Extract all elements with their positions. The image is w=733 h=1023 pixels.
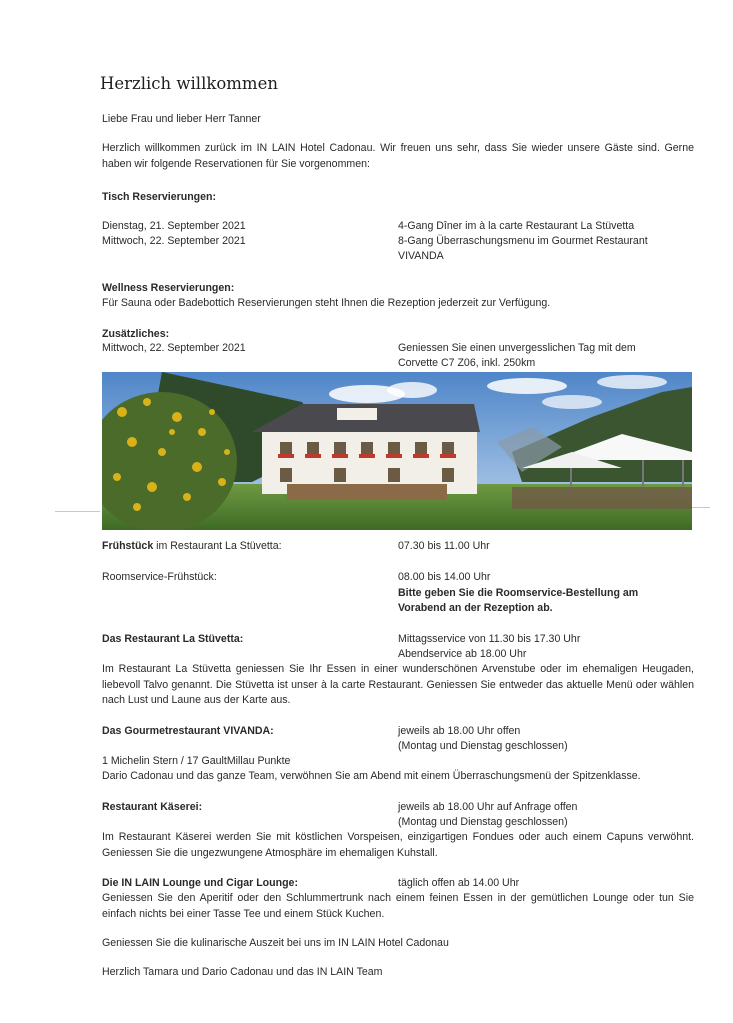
hotel-photo bbox=[102, 372, 692, 530]
extras-date: Mittwoch, 22. September 2021 bbox=[102, 342, 246, 354]
vivanda-closed-days: (Montag und Dienstag geschlossen) bbox=[398, 740, 568, 752]
reservation-detail: 4-Gang Dîner im à la carte Restaurant La Stüvetta bbox=[398, 220, 635, 232]
roomservice-time: 08.00 bis 14.00 Uhr bbox=[398, 571, 491, 583]
breakfast-label-rest: im Restaurant La Stüvetta: bbox=[153, 540, 282, 552]
wellness-heading: Wellness Reservierungen: bbox=[102, 282, 235, 294]
roomservice-label: Roomservice-Frühstück: bbox=[102, 571, 217, 583]
breakfast-label bbox=[102, 539, 282, 555]
vivanda-text: Dario Cadonau und das ganze Team, verwöhnen Sie am Abend mit einem Überraschungsmenü der Spitzenklasse. bbox=[102, 770, 641, 782]
breakfast-time: 07.30 bis 11.00 Uhr bbox=[398, 540, 490, 552]
greeting: Liebe Frau und lieber Herr Tanner bbox=[102, 113, 261, 125]
reservation-detail: 8-Gang Überraschungsmenu im Gourmet Restaurant bbox=[398, 235, 648, 247]
reservation-date: Dienstag, 21. September 2021 bbox=[102, 220, 246, 232]
kaeserei-hours: jeweils ab 18.00 Uhr auf Anfrage offen bbox=[398, 801, 578, 813]
table-reservations-heading: Tisch Reservierungen: bbox=[102, 191, 217, 203]
closing-line: Geniessen Sie die kulinarische Auszeit bei uns im IN LAIN Hotel Cadonau bbox=[102, 937, 449, 949]
reservation-date: Mittwoch, 22. September 2021 bbox=[102, 235, 246, 247]
extras-detail-line1: Geniessen Sie einen unvergesslichen Tag mit dem bbox=[398, 342, 636, 354]
lounge-text: Geniessen Sie den Aperitif oder den Schlummertrunk nach einem feinen Essen in der gemütlichen Lounge oder tun Sie einfach nichts bei einer Tasse Tee und einem Stück Kuchen. bbox=[102, 892, 694, 920]
divider bbox=[692, 507, 710, 508]
wellness-text: Für Sauna oder Badebottich Reservierungen steht Ihnen die Rezeption jederzeit zur Verfügung. bbox=[102, 297, 551, 309]
stuevetta-hours-lunch: Mittagsservice von 11.30 bis 17.30 Uhr bbox=[398, 633, 581, 645]
reservation-detail-continued: VIVANDA bbox=[398, 250, 444, 262]
kaeserei-closed-days: (Montag und Dienstag geschlossen) bbox=[398, 816, 568, 828]
vivanda-hours: jeweils ab 18.00 Uhr offen bbox=[398, 725, 521, 737]
signature-line: Herzlich Tamara und Dario Cadonau und das IN LAIN Team bbox=[102, 966, 383, 978]
stuevetta-text: Im Restaurant La Stüvetta geniessen Sie Ihr Essen in einer wunderschönen Arvenstube oder im ehemaligen Heugaden, liebevoll Talvo genannt. Die Stüvetta ist unser à la carte Restaurant. Geniessen Sie entweder das aktuelle Menü oder wählen nach Lust und Laune aus der Karte aus. bbox=[102, 663, 694, 706]
extras-heading: Zusätzliches: bbox=[102, 328, 170, 340]
extras-detail-line2: Corvette C7 Z06, inkl. 250km bbox=[398, 357, 536, 369]
vivanda-rating: 1 Michelin Stern / 17 GaultMillau Punkte bbox=[102, 755, 291, 767]
stuevetta-hours-dinner: Abendservice ab 18.00 Uhr bbox=[398, 648, 527, 660]
divider bbox=[55, 511, 100, 512]
letter-title: Herzlich willkommen bbox=[100, 74, 278, 93]
lounge-hours: täglich offen ab 14.00 Uhr bbox=[398, 877, 520, 889]
vivanda-heading: Das Gourmetrestaurant VIVANDA: bbox=[102, 725, 274, 737]
intro-paragraph: Herzlich willkommen zurück im IN LAIN Hotel Cadonau. Wir freuen uns sehr, dass Sie wieder unsere Gäste sind. Gerne haben wir folgende Reservationen für Sie vorgenommen: bbox=[102, 142, 694, 170]
kaeserei-heading: Restaurant Käserei: bbox=[102, 801, 203, 813]
stuevetta-heading: Das Restaurant La Stüvetta: bbox=[102, 633, 244, 645]
kaeserei-text: Im Restaurant Käserei werden Sie mit köstlichen Vorspeisen, einzigartigen Fondues oder auch einem Capuns verwöhnt. Geniessen Sie die ungezwungene Atmosphäre im ehemaligen Kuhstall. bbox=[102, 831, 694, 859]
roomservice-note-line2: Vorabend an der Rezeption ab. bbox=[398, 602, 553, 614]
breakfast-label-bold: Frühstück bbox=[102, 540, 154, 552]
roomservice-note-line1: Bitte geben Sie die Roomservice-Bestellung am bbox=[398, 587, 639, 599]
lounge-heading: Die IN LAIN Lounge und Cigar Lounge: bbox=[102, 877, 298, 889]
